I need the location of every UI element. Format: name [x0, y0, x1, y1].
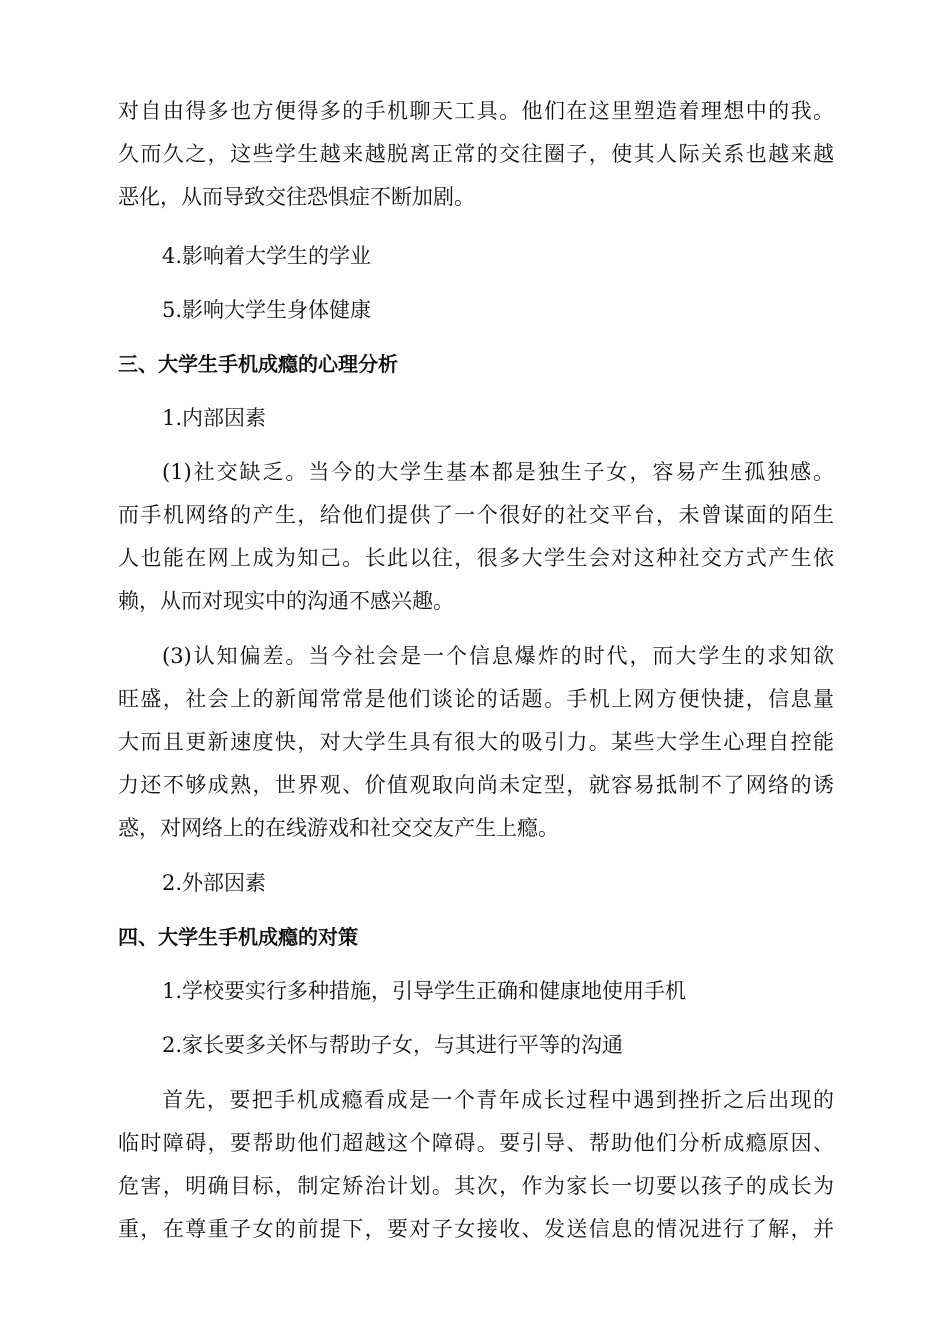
section-heading-4: 四、大学生手机成瘾的对策 [118, 925, 358, 949]
paragraph-line: 对自由得多也方便得多的手机聊天工具。他们在这里塑造着理想中的我。 [118, 99, 834, 123]
paragraph-line: 旺盛，社会上的新闻常常是他们谈论的话题。手机上网方便快捷，信息量 [118, 687, 834, 711]
paragraph-line: 大而且更新速度快，对大学生具有很大的吸引力。某些大学生心理自控能 [118, 730, 834, 754]
subheading-external-factors: 2.外部因素 [162, 871, 267, 895]
subheading-internal-factors: 1.内部因素 [162, 406, 267, 430]
paragraph-line: 危害，明确目标，制定矫治计划。其次，作为家长一切要以孩子的成长为 [118, 1174, 834, 1198]
paragraph-line: 久而久之，这些学生越来越脱离正常的交往圈子，使其人际关系也越来越 [118, 142, 834, 166]
paragraph-line: 力还不够成熟，世界观、价值观取向尚未定型，就容易抵制不了网络的诱 [118, 773, 834, 797]
paragraph-line: 临时障碍，要帮助他们超越这个障碍。要引导、帮助他们分析成瘾原因、 [118, 1131, 834, 1155]
countermeasure-item-2: 2.家长要多关怀与帮助子女，与其进行平等的沟通 [162, 1033, 624, 1057]
paragraph-line: 赖，从而对现实中的沟通不感兴趣。 [118, 589, 454, 613]
paragraph-line: 而手机网络的产生，给他们提供了一个很好的社交平台，未曾谋面的陌生 [118, 503, 834, 527]
list-item-4: 4.影响着大学生的学业 [162, 244, 372, 268]
countermeasure-item-1: 1.学校要实行多种措施，引导学生正确和健康地使用手机 [162, 979, 687, 1003]
list-item-5: 5.影响大学生身体健康 [162, 298, 372, 322]
paragraph-line: 重，在尊重子女的前提下，要对子女接收、发送信息的情况进行了解，并 [118, 1217, 834, 1241]
paragraph-line: (1)社交缺乏。当今的大学生基本都是独生子女，容易产生孤独感。 [162, 460, 834, 484]
paragraph-line: 首先，要把手机成瘾看成是一个青年成长过程中遇到挫折之后出现的 [162, 1088, 834, 1112]
paragraph-line: 人也能在网上成为知己。长此以往，很多大学生会对这种社交方式产生依 [118, 546, 834, 570]
paragraph-line: (3)认知偏差。当今社会是一个信息爆炸的时代，而大学生的求知欲 [162, 644, 834, 668]
paragraph-line: 惑，对网络上的在线游戏和社交交友产生上瘾。 [118, 816, 559, 840]
paragraph-line: 恶化，从而导致交往恐惧症不断加剧。 [118, 185, 475, 209]
section-heading-3: 三、大学生手机成瘾的心理分析 [118, 352, 398, 376]
